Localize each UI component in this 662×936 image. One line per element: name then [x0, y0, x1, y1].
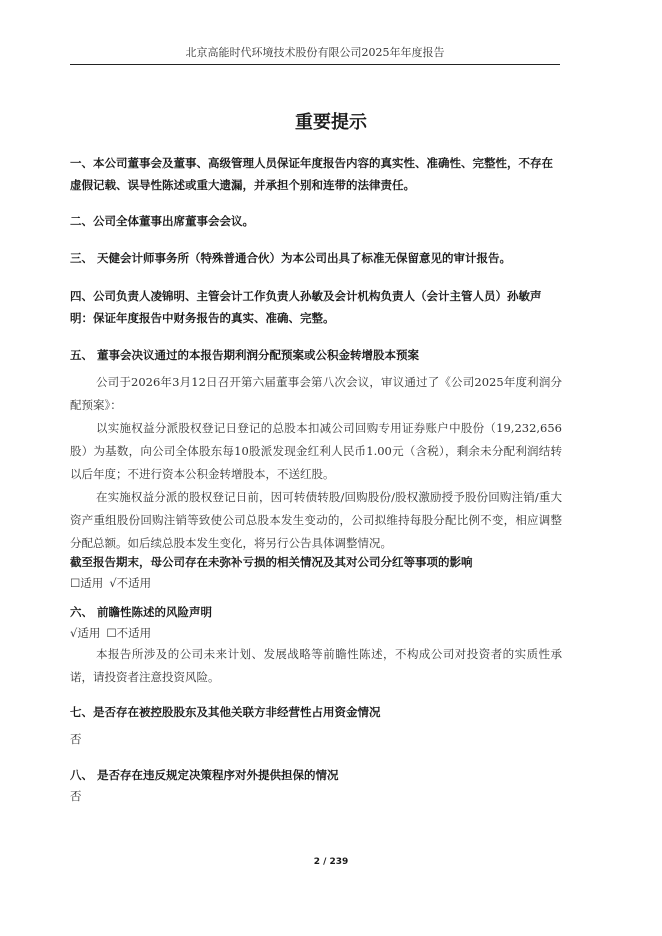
section-four: 四、公司负责人凌锦明、主管会计工作负责人孙敏及会计机构负责人（会计主管人员）孙敏声明：保证年度报告中财务报告的真实、准确、完整。	[70, 289, 542, 325]
page-title: 重要提示	[295, 112, 367, 133]
section-six-options	[70, 623, 562, 643]
section-eight-heading: 八、 是否存在违反规定决策程序对外提供担保的情况	[70, 768, 339, 782]
profit-plan-para-2: 以实施权益分派股权登记日登记的总股本扣减公司回购专用证券账户中股份（19,232,656股）为基数，向公司全体股东每10股派发现金红利人民币1.00元（含税），剩余未分配利润结转以后年度；不进行资本公积金转增股本，不送红股。	[70, 421, 562, 481]
section-one: 一、本公司董事会及董事、高级管理人员保证年度报告内容的真实性、准确性、完整性，不存在虚假记载、误导性陈述或重大遗漏，并承担个别和连带的法律责任。	[70, 156, 553, 192]
section-two: 二、公司全体董事出席董事会会议。	[70, 214, 254, 228]
option-applicable: √适用	[70, 626, 101, 640]
uncovered-loss-heading: 截至报告期末，母公司存在未弥补亏损的相关情况及其对公司分红等事项的影响	[70, 555, 473, 569]
section-seven-heading: 七、是否存在被控股股东及其他关联方非经营性占用资金情况	[70, 705, 381, 719]
page-header: 北京高能时代环境技术股份有限公司2025年年度报告	[70, 44, 560, 65]
option-not-applicable: ☐不适用	[106, 626, 152, 640]
profit-plan-para-3: 在实施权益分派的股权登记日前，因可转债转股/回购股份/股权激励授予股份回购注销/重大资产重组股份回购注销等致使公司总股本发生变动的，公司拟维持每股分配比例不变，相应调整分配总额。如后续总股本发生变化，将另行公告具体调整情况。	[70, 490, 562, 550]
option-applicable: ☐适用	[70, 576, 104, 590]
section-five-heading: 五、 董事会决议通过的本报告期利润分配预案或公积金转增股本预案	[70, 348, 419, 362]
section-three: 三、 天健会计师事务所（特殊普通合伙）为本公司出具了标准无保留意见的审计报告。	[70, 251, 511, 265]
section-eight-answer: 否	[70, 789, 82, 803]
section-six-text: 本报告所涉及的公司未来计划、发展战略等前瞻性陈述，不构成公司对投资者的实质性承诺，请投资者注意投资风险。	[70, 647, 562, 684]
profit-plan-para-1: 公司于2026年3月12日召开第六届董事会第八次会议，审议通过了《公司2025年度利润分配预案》：	[70, 375, 562, 412]
page-number: 2 / 239	[313, 857, 349, 867]
section-six-heading: 六、 前瞻性陈述的风险声明	[70, 605, 213, 619]
section-seven-answer: 否	[70, 732, 82, 746]
uncovered-loss-options	[70, 573, 562, 593]
option-not-applicable: √不适用	[109, 576, 152, 590]
